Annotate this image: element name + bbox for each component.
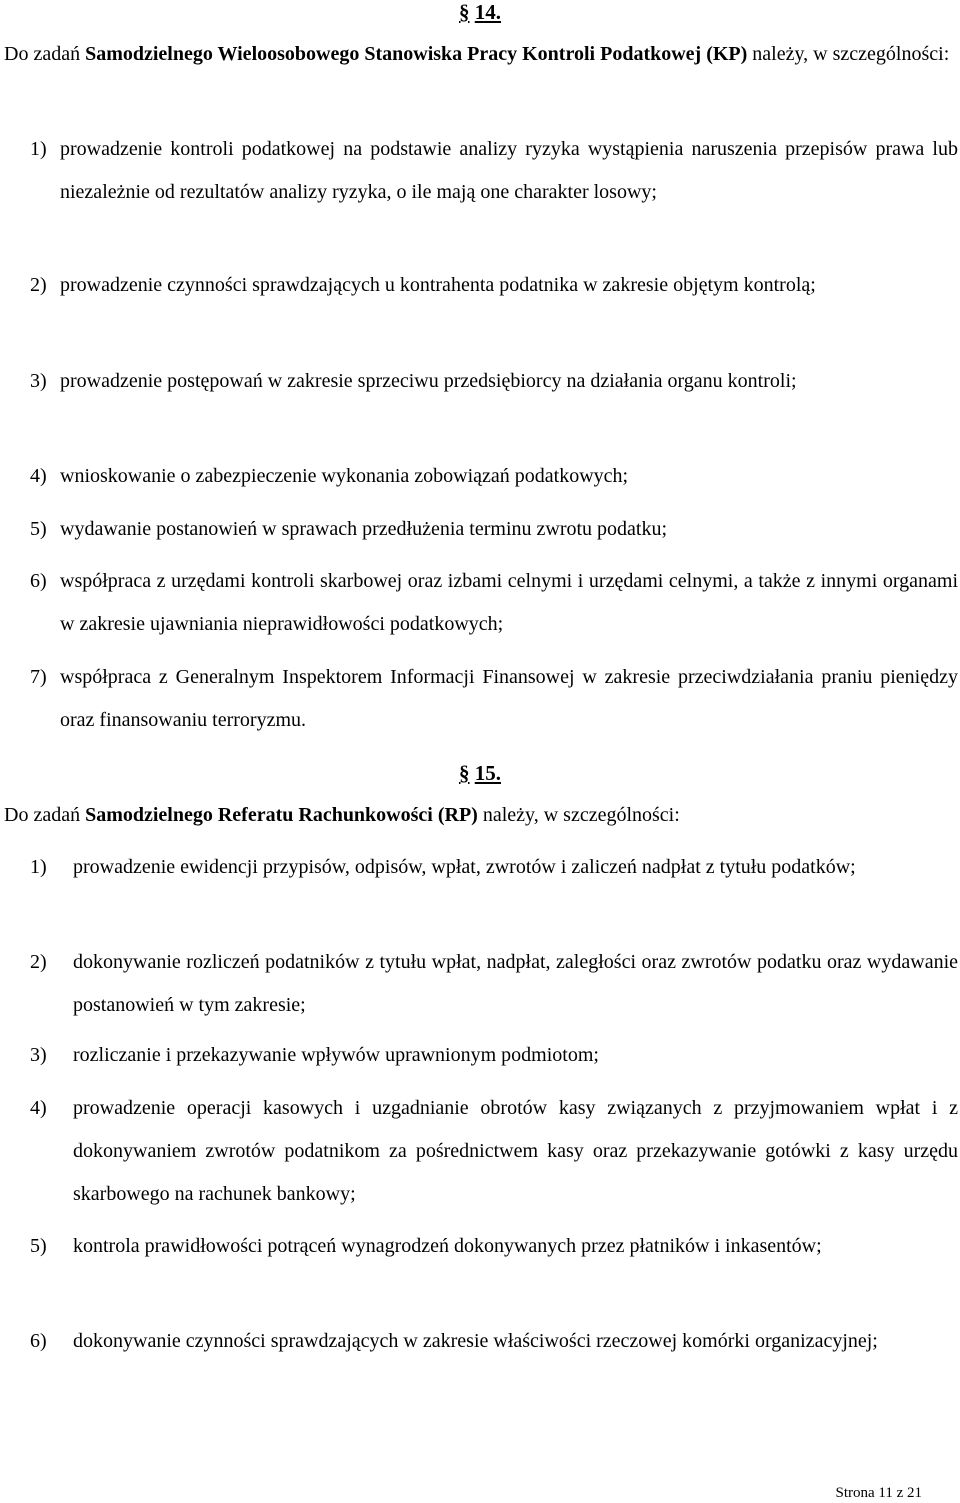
item-number: 1) [30, 856, 47, 878]
item-text: prowadzenie operacji kasowych i uzgadnianie obrotów kasy związanych z przyjmowaniem wpłat i z dokonywaniem zwrotów podatnikom za pośrednictwem kasy oraz przekazywanie gotówki z kasy urzędu skarbowego na rachunek bankowy; [73, 1097, 958, 1205]
list-item [30, 128, 958, 214]
list-item [30, 560, 958, 646]
section-number: 14. [474, 0, 501, 24]
paragraph-sign: § [459, 0, 470, 24]
item-number: 1) [30, 138, 47, 160]
list-item [30, 360, 958, 403]
intro-unit-name: Samodzielnego Wieloosobowego Stanowiska Pracy Kontroli Podatkowej (KP) [85, 43, 748, 65]
item-number: 2) [30, 274, 47, 296]
item-text: kontrola prawidłowości potrąceń wynagrodzeń dokonywanych przez płatników i inkasentów; [73, 1235, 822, 1257]
item-text: prowadzenie postępowań w zakresie sprzeciwu przedsiębiorcy na działania organu kontroli; [60, 370, 797, 392]
item-text: dokonywanie rozliczeń podatników z tytułu wpłat, nadpłat, zaległości oraz zwrotów podatku oraz wydawanie postanowień w tym zakresie; [73, 951, 958, 1016]
intro-prefix: Do zadań [4, 43, 86, 65]
intro-unit-name: Samodzielnego Referatu Rachunkowości (RP) [85, 804, 478, 826]
intro-suffix: należy, w szczególności: [752, 43, 950, 65]
list-item [30, 264, 958, 307]
section-number: 15. [474, 761, 501, 785]
list-item [30, 455, 958, 498]
list-item [30, 1320, 958, 1363]
item-number: 6) [30, 1330, 47, 1352]
item-number: 4) [30, 465, 47, 487]
item-number: 2) [30, 951, 47, 973]
item-number: 5) [30, 1235, 47, 1257]
item-number: 3) [30, 370, 47, 392]
list-item [30, 846, 958, 889]
item-text: współpraca z Generalnym Inspektorem Informacji Finansowej w zakresie przeciwdziałania praniu pieniędzy oraz finansowaniu terroryzmu. [60, 666, 958, 731]
item-text: współpraca z urzędami kontroli skarbowej oraz izbami celnymi i urzędami celnymi, a także z innymi organami w zakresie ujawniania nieprawidłowości podatkowych; [60, 570, 958, 635]
item-text: prowadzenie ewidencji przypisów, odpisów, wpłat, zwrotów i zaliczeń nadpłat z tytułu podatków; [73, 856, 856, 878]
section-14-intro [4, 32, 954, 76]
list-item [30, 1225, 958, 1268]
list-item [30, 1087, 958, 1216]
list-item [30, 941, 958, 1027]
list-item [30, 1034, 958, 1077]
intro-prefix: Do zadań [4, 804, 86, 826]
section-15-intro [4, 793, 954, 837]
item-text: wydawanie postanowień w sprawach przedłużenia terminu zwrotu podatku; [60, 518, 668, 540]
item-text: rozliczanie i przekazywanie wpływów uprawnionym podmiotom; [73, 1044, 599, 1066]
item-number: 4) [30, 1097, 47, 1119]
item-text: dokonywanie czynności sprawdzających w zakresie właściwości rzeczowej komórki organizacyjnej; [73, 1330, 878, 1352]
section-14-heading [0, 0, 960, 24]
intro-suffix: należy, w szczególności: [477, 804, 680, 826]
item-number: 6) [30, 570, 47, 592]
list-item [30, 508, 958, 551]
section-15-heading [0, 761, 960, 785]
list-item [30, 656, 958, 742]
item-number: 3) [30, 1044, 47, 1066]
item-text: prowadzenie kontroli podatkowej na podstawie analizy ryzyka wystąpienia naruszenia przepisów prawa lub niezależnie od rezultatów analizy ryzyka, o ile mają one charakter losowy; [60, 138, 958, 203]
item-text: prowadzenie czynności sprawdzających u kontrahenta podatnika w zakresie objętym kontrolą; [60, 274, 816, 296]
paragraph-sign: § [459, 761, 470, 785]
item-text: wnioskowanie o zabezpieczenie wykonania zobowiązań podatkowych; [60, 465, 629, 487]
page-number: Strona 11 z 21 [835, 1485, 922, 1501]
item-number: 7) [30, 666, 47, 688]
item-number: 5) [30, 518, 47, 540]
